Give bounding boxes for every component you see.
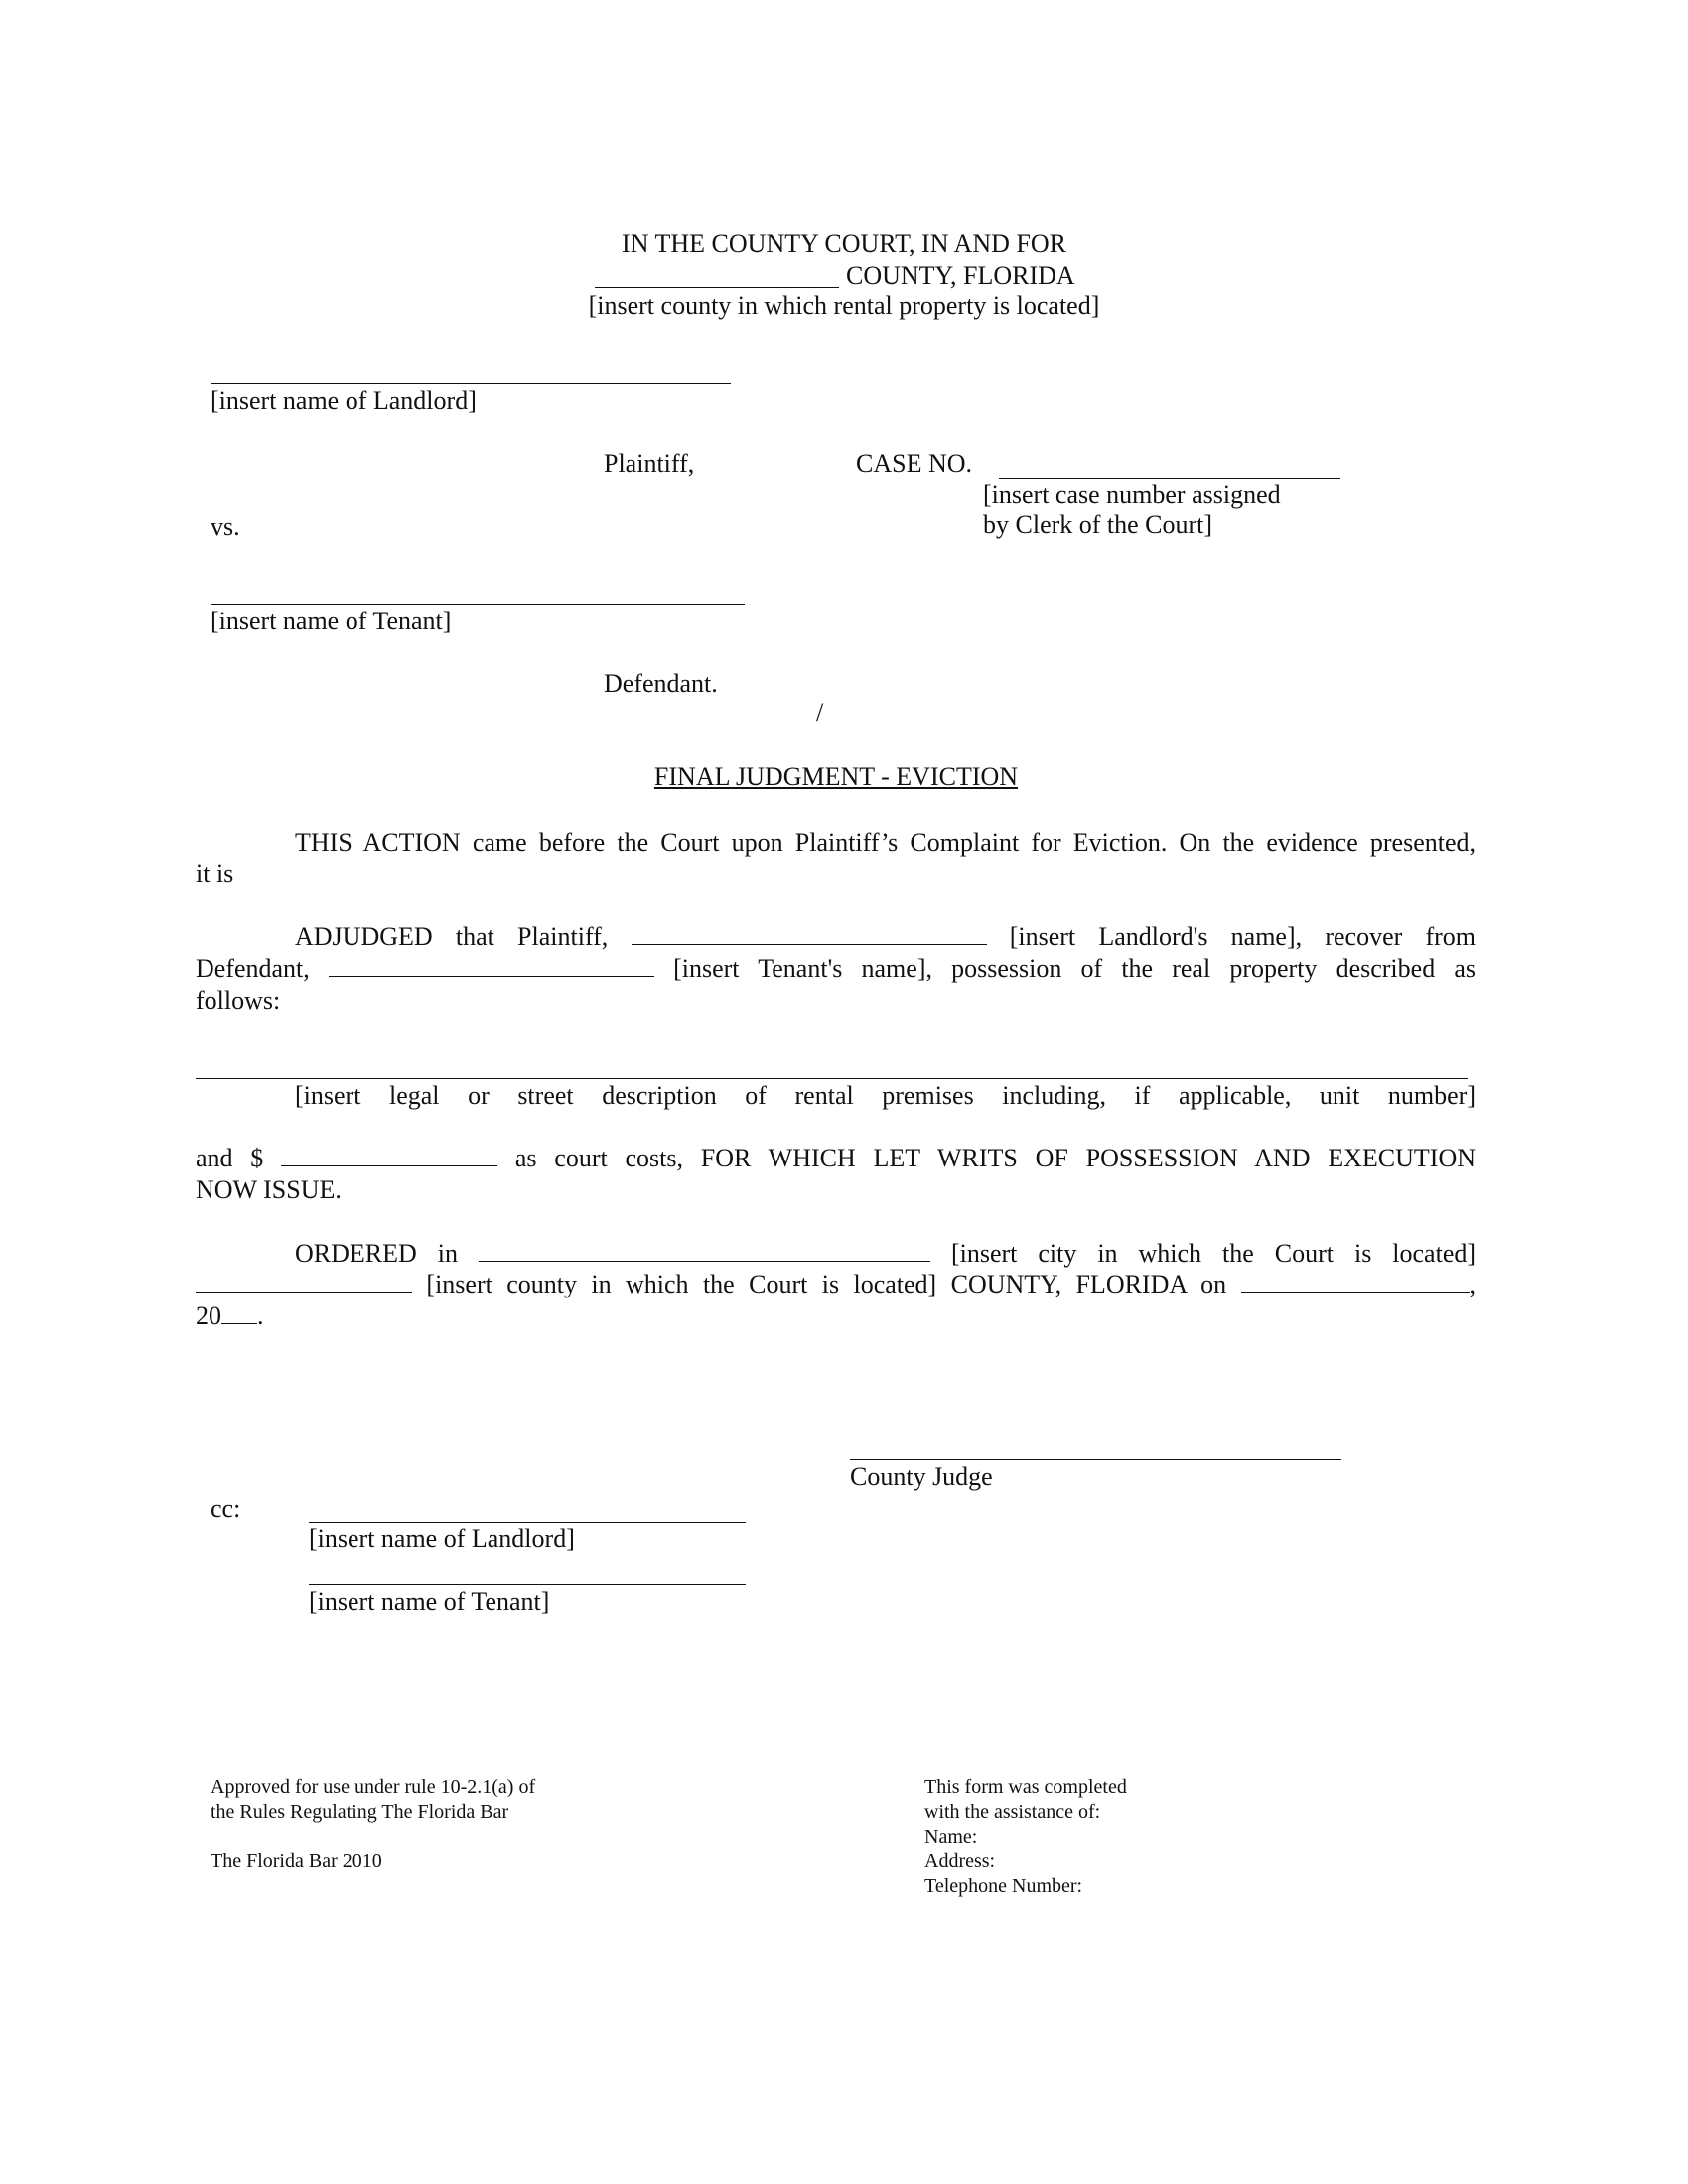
county-blank[interactable] [595,287,839,288]
adjudged-line2 [196,954,1476,984]
city-hint: [insert city in which the Court is located] [950,1239,1477,1268]
cc-label: cc: [211,1494,241,1523]
footer-approved-1: Approved for use under rule 10-2.1(a) of [211,1776,536,1798]
action-paragraph-line1: THIS ACTION came before the Court upon Plaintiff’s Complaint for Eviction. On the evidence presented, [295,828,1476,857]
date-comma: , [1469,1270,1477,1298]
landlord-hint: [insert Landlord's name], recover from [1009,922,1477,951]
ordered-line1 [196,1239,1476,1269]
date-field[interactable] [1241,1270,1470,1293]
cc-landlord-line[interactable] [309,1522,746,1523]
ordered-line2 [196,1270,1476,1299]
cc-tenant-line[interactable] [309,1584,746,1585]
court-heading: IN THE COUNTY COURT, IN AND FOR [622,229,1066,258]
plaintiff-label: Plaintiff, [604,449,695,478]
footer-name: Name: [924,1826,978,1847]
year-prefix: 20 [196,1301,221,1330]
judge-signature-line[interactable] [850,1459,1341,1460]
court-costs-field[interactable] [281,1144,497,1166]
tenant-hint: [insert Tenant's name], possession of the real property described as [673,954,1477,983]
action-paragraph-line2: it is [196,859,234,887]
follows-text: follows: [196,986,281,1015]
case-number-blank[interactable] [999,478,1340,479]
year-period: . [257,1301,264,1330]
ordered-text: ORDERED in [295,1239,458,1268]
landlord-name-field[interactable] [632,922,987,945]
county-florida: COUNTY, FLORIDA [846,261,1075,290]
adjudged-text: ADJUDGED that Plaintiff, [295,922,609,951]
county-hint-text: [insert county in which the Court is located] COUNTY, FLORIDA on [426,1270,1227,1298]
year-field[interactable] [221,1303,257,1324]
case-hint-2: by Clerk of the Court] [983,510,1213,539]
case-hint-1: [insert case number assigned [983,480,1281,509]
landlord-name-blank[interactable] [211,383,731,384]
costs-dollar: and $ [196,1144,264,1172]
vs-label: vs. [211,512,240,541]
costs-text: as court costs, FOR WHICH LET WRITS OF POSSESSION AND EXECUTION [514,1144,1477,1172]
city-field[interactable] [479,1239,930,1262]
adjudged-line1 [196,922,1476,952]
property-description-blank[interactable] [196,1078,1468,1079]
landlord-label: [insert name of Landlord] [211,386,477,415]
document-title: FINAL JUDGMENT - EVICTION [653,762,1019,791]
footer-telephone: Telephone Number: [924,1875,1083,1897]
cc-landlord-label: [insert name of Landlord] [309,1524,575,1553]
defendant-label: Defendant. [604,669,718,698]
caption-slash: / [816,698,824,727]
footer-approved-2: the Rules Regulating The Florida Bar [211,1801,509,1823]
case-no-label: CASE NO. [856,449,973,478]
county-hint: [insert county in which rental property is located] [588,291,1100,320]
property-hint: [insert legal or street description of rental premises including, if applicable, unit number] [295,1081,1476,1110]
court-county-field[interactable] [196,1270,412,1293]
year-line [196,1301,264,1331]
footer-assist-2: with the assistance of: [924,1801,1101,1823]
tenant-name-blank[interactable] [211,604,745,605]
cc-tenant-label: [insert name of Tenant] [309,1587,550,1616]
costs-line1 [196,1144,1476,1173]
county-judge-label: County Judge [850,1462,993,1491]
footer-assist-1: This form was completed [924,1776,1127,1798]
defendant-text: Defendant, [196,954,310,983]
tenant-label: [insert name of Tenant] [211,607,452,635]
footer-copyright: The Florida Bar 2010 [211,1850,382,1872]
footer-address: Address: [924,1850,996,1872]
now-issue-text: NOW ISSUE. [196,1175,342,1204]
tenant-name-field[interactable] [329,954,654,977]
